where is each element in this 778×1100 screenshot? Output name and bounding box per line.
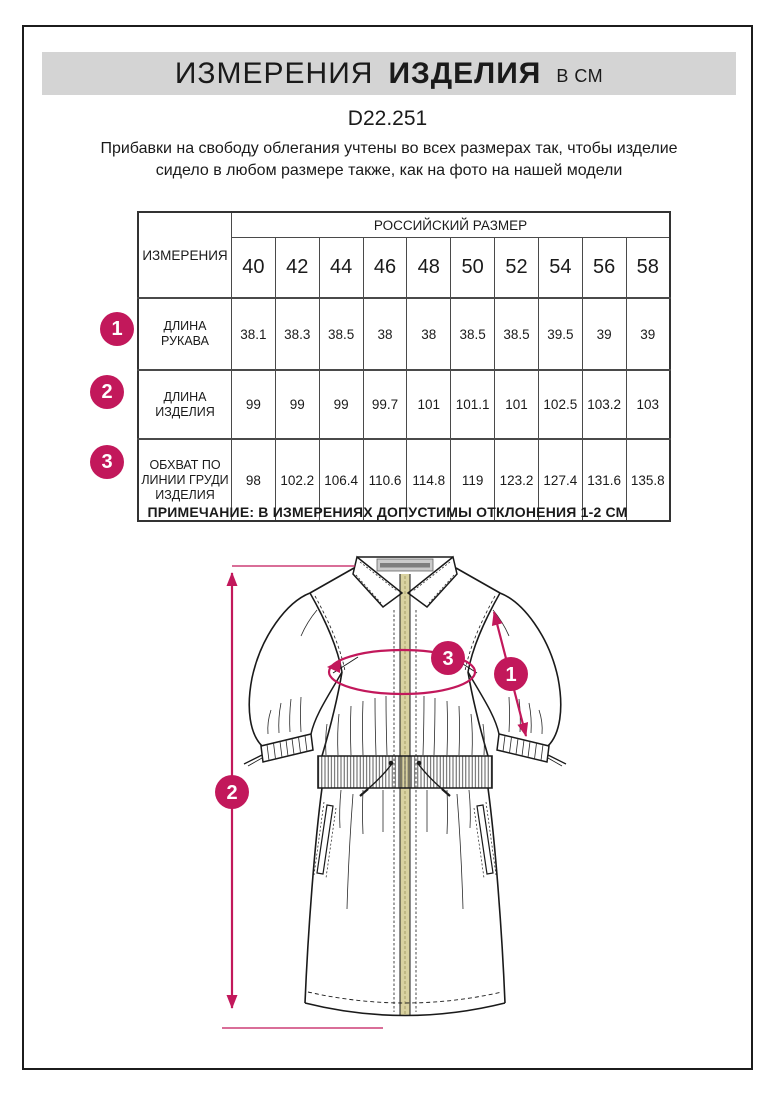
row-marker-1: 1	[100, 312, 134, 346]
measure-value: 38.1	[232, 298, 276, 370]
measure-value: 127.4	[538, 439, 582, 521]
size-header: 40	[232, 238, 276, 299]
size-header: 42	[275, 238, 319, 299]
measure-value: 119	[451, 439, 495, 521]
size-header: 48	[407, 238, 451, 299]
size-header: 46	[363, 238, 407, 299]
measure-value: 102.5	[538, 370, 582, 439]
row-label: ДЛИНА РУКАВА	[138, 298, 232, 370]
measure-value: 38.5	[495, 298, 539, 370]
measure-value: 99	[232, 370, 276, 439]
title-unit: В СМ	[556, 66, 604, 86]
measure-value: 38.5	[451, 298, 495, 370]
measure-value: 103	[626, 370, 670, 439]
garment-diagram	[205, 548, 605, 1048]
title-bar	[42, 52, 736, 95]
measure-value: 99.7	[363, 370, 407, 439]
diagram-marker-3-label: 3	[442, 648, 454, 670]
corner-header: ИЗМЕРЕНИЯ	[138, 212, 232, 298]
diagram-marker-1-label: 1	[505, 664, 517, 686]
model-code: D22.251	[347, 107, 428, 130]
row-label: ОБХВАТ ПО ЛИНИИ ГРУДИ ИЗДЕЛИЯ	[138, 439, 232, 521]
size-header: 44	[319, 238, 363, 299]
title-measurements: ИЗМЕРЕНИЯ	[174, 56, 374, 90]
measure-value: 38	[407, 298, 451, 370]
dress-flat-drawing	[244, 557, 566, 1016]
measure-value: 38.5	[319, 298, 363, 370]
measure-value: 131.6	[582, 439, 626, 521]
fit-description: Прибавки на свободу облегания учтены во всех размерах так, чтобы изделие сидело в любом размере также, как на фото на нашей модели	[100, 140, 678, 179]
tolerance-note: ПРИМЕЧАНИЕ: В ИЗМЕРЕНИЯХ ДОПУСТИМЫ ОТКЛОНЕНИЯ 1-2 СМ	[147, 504, 628, 520]
measurement-annotations	[215, 566, 528, 1028]
table-row-garment-length	[138, 370, 670, 439]
size-header: 54	[538, 238, 582, 299]
measure-value: 123.2	[495, 439, 539, 521]
measure-value: 39	[626, 298, 670, 370]
measure-value: 101	[495, 370, 539, 439]
diagram-marker-2-label: 2	[226, 782, 238, 804]
measure-value: 101.1	[451, 370, 495, 439]
size-header: 52	[495, 238, 539, 299]
zipper	[394, 574, 416, 1016]
title-product: ИЗДЕЛИЯ	[388, 56, 542, 90]
group-header: РОССИЙСКИЙ РАЗМЕР	[232, 212, 671, 238]
measure-value: 114.8	[407, 439, 451, 521]
measure-value: 38	[363, 298, 407, 370]
measure-value: 99	[275, 370, 319, 439]
size-header: 56	[582, 238, 626, 299]
measure-value: 101	[407, 370, 451, 439]
measure-value: 102.2	[275, 439, 319, 521]
size-header: 50	[451, 238, 495, 299]
measure-value: 110.6	[363, 439, 407, 521]
row-marker-3: 3	[90, 445, 124, 479]
row-label: ДЛИНА ИЗДЕЛИЯ	[138, 370, 232, 439]
measure-value: 39.5	[538, 298, 582, 370]
table-row-sleeve-length	[138, 298, 670, 370]
size-table	[137, 211, 671, 522]
measure-value: 106.4	[319, 439, 363, 521]
measure-value: 38.3	[275, 298, 319, 370]
measure-value: 39	[582, 298, 626, 370]
measure-value: 103.2	[582, 370, 626, 439]
measure-value: 135.8	[626, 439, 670, 521]
measure-value: 99	[319, 370, 363, 439]
row-marker-2: 2	[90, 375, 124, 409]
measure-value: 98	[232, 439, 276, 521]
size-header: 58	[626, 238, 670, 299]
